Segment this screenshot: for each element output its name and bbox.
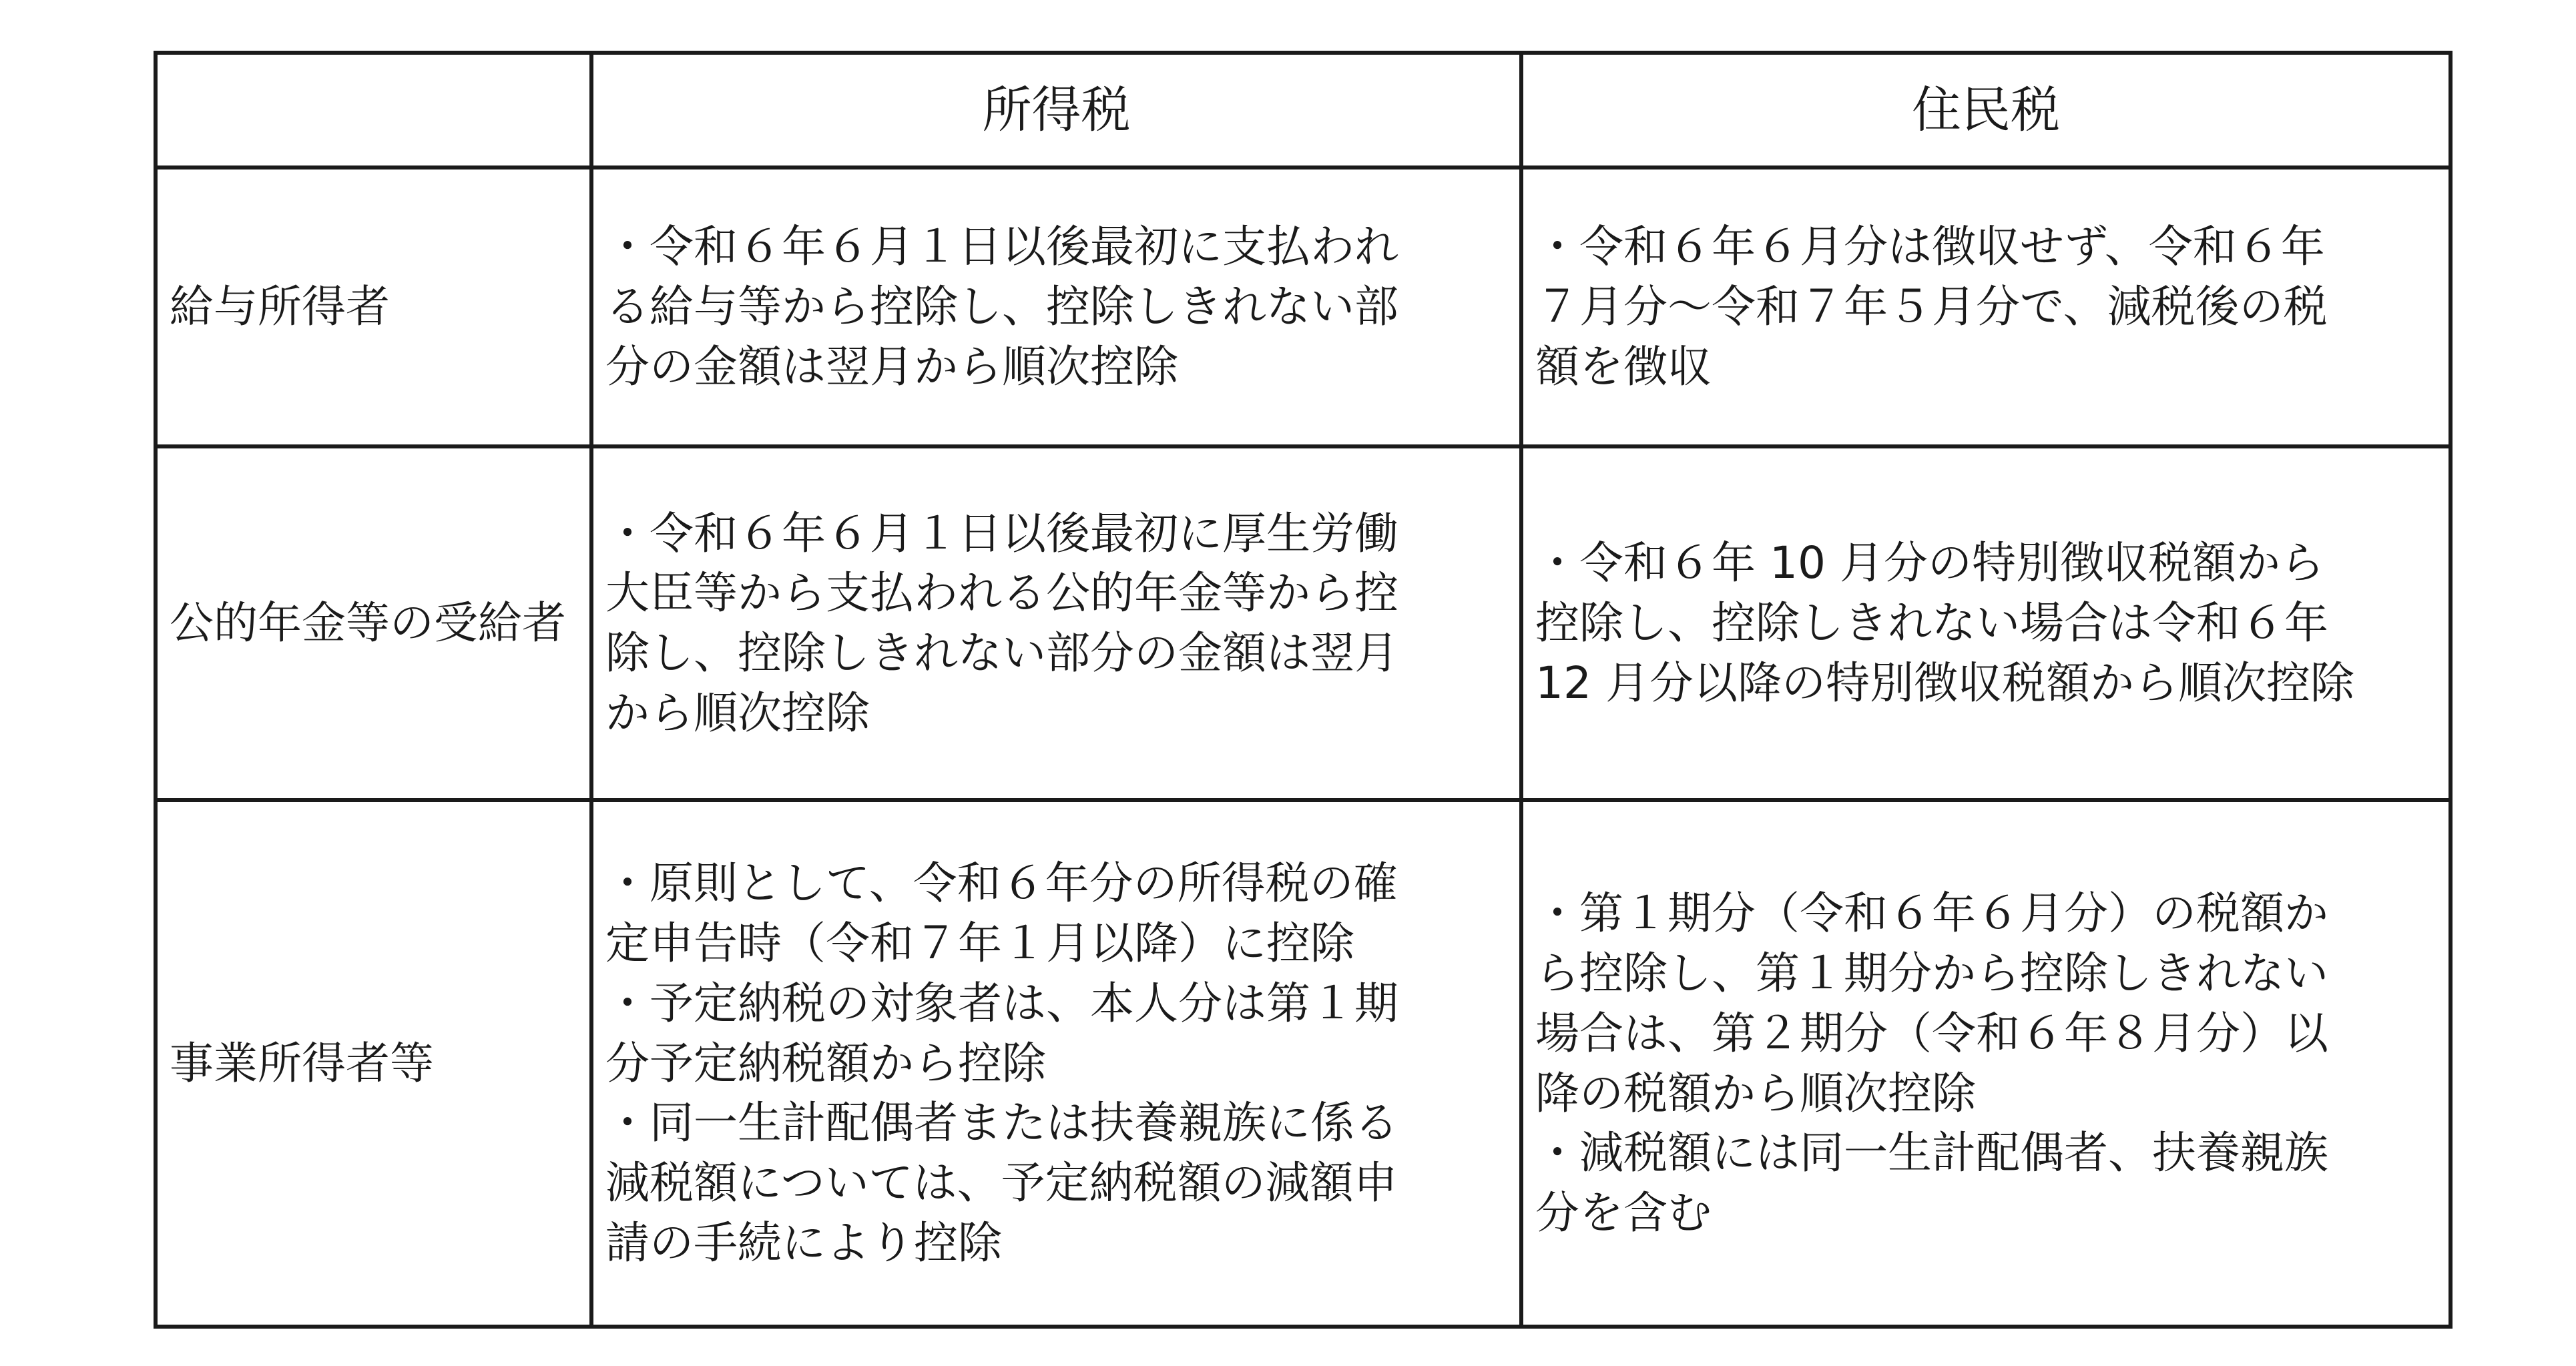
table-row-salary-earner <box>156 167 2451 446</box>
cell-text-line: 除し、控除しきれない部分の金額は翌月 <box>605 627 1398 679</box>
income-tax-cell <box>591 167 1521 446</box>
cell-text-line: ・同一生計配偶者または扶養親族に係る <box>605 1097 1398 1149</box>
cell-text-line: る給与等から控除し、控除しきれない部 <box>605 281 1398 333</box>
header-category-cell <box>156 53 591 167</box>
cell-text-line: ・令和６年６月１日以後最初に厚生労働 <box>605 507 1398 559</box>
table-row-business-earner <box>156 800 2451 1327</box>
header-resident-tax: 住民税 <box>1521 53 2451 167</box>
income-tax-cell <box>591 800 1521 1327</box>
cell-text-line: 分予定納税額から控除 <box>605 1037 1046 1089</box>
cell-text-line: 降の税額から順次控除 <box>1535 1067 1976 1119</box>
cell-text-line: 大臣等から支払われる公的年金等から控 <box>605 567 1398 619</box>
cell-text-line: ・原則として、令和６年分の所得税の確 <box>605 858 1398 910</box>
row-category: 給与所得者 <box>156 167 591 446</box>
row-category: 事業所得者等 <box>156 800 591 1327</box>
header-income-tax: 所得税 <box>591 53 1521 167</box>
cell-text-line: 12 月分以降の特別徴収税額から順次控除 <box>1535 657 2354 709</box>
cell-text-line: ・令和６年６月分は徴収せず、令和６年 <box>1535 221 2325 273</box>
cell-text-line: 分の金額は翌月から順次控除 <box>605 340 1178 392</box>
cell-text-line: 控除し、控除しきれない場合は令和６年 <box>1535 597 2328 649</box>
cell-text-line: ・令和６年６月１日以後最初に支払われ <box>605 221 1398 273</box>
row-category: 公的年金等の受給者 <box>156 446 591 800</box>
table-row-pension-recipient <box>156 446 2451 800</box>
cell-text-line: 請の手続により控除 <box>605 1217 1002 1269</box>
cell-text-line: ・予定納税の対象者は、本人分は第１期 <box>605 977 1398 1029</box>
cell-text-line: ７月分～令和７年５月分で、減税後の税 <box>1535 281 2328 333</box>
tax-deduction-table <box>154 51 2453 1329</box>
cell-text-line: ら控除し、第１期分から控除しきれない <box>1535 948 2328 999</box>
resident-tax-cell <box>1521 800 2451 1327</box>
cell-text-line: 額を徴収 <box>1535 340 1712 392</box>
cell-text-line: 分を含む <box>1535 1187 1712 1239</box>
income-tax-cell <box>591 446 1521 800</box>
cell-text-line: 場合は、第２期分（令和６年８月分）以 <box>1535 1007 2328 1059</box>
resident-tax-cell <box>1521 167 2451 446</box>
header-row <box>156 53 2451 167</box>
resident-tax-cell <box>1521 446 2451 800</box>
cell-text-line: から順次控除 <box>605 687 870 739</box>
cell-text-line: ・減税額には同一生計配偶者、扶養親族 <box>1535 1127 2328 1179</box>
cell-text-line: ・令和６年 10 月分の特別徴収税額から <box>1535 537 2324 589</box>
cell-text-line: ・第１期分（令和６年６月分）の税額か <box>1535 888 2328 940</box>
cell-text-line: 定申告時（令和７年１月以降）に控除 <box>605 918 1354 970</box>
cell-text-line: 減税額については、予定納税額の減額申 <box>605 1157 1398 1209</box>
